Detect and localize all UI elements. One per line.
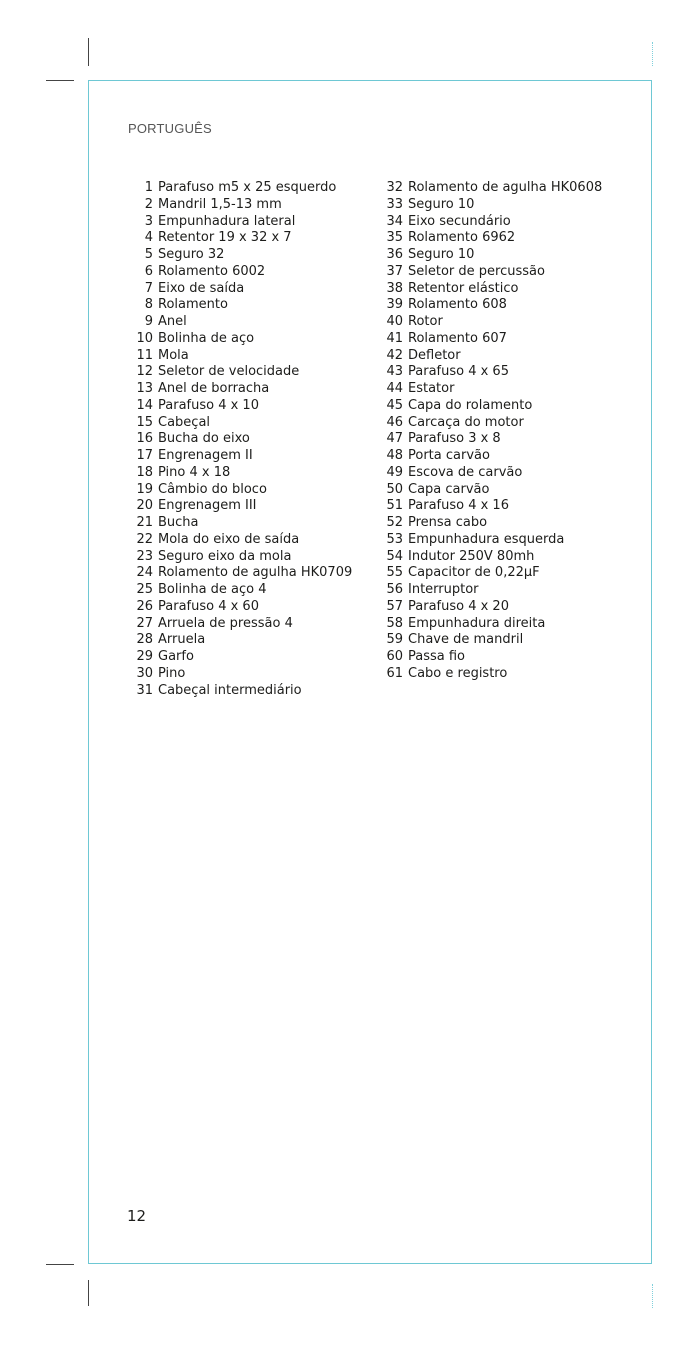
- part-description: Bolinha de aço: [158, 330, 255, 346]
- part-description: Cabo e registro: [408, 665, 508, 681]
- list-item: [124, 297, 352, 314]
- part-description: Mandril 1,5-13 mm: [158, 196, 282, 212]
- list-item: [378, 632, 602, 649]
- part-number: 58: [386, 615, 403, 631]
- list-item: [378, 364, 602, 381]
- list-item: [124, 431, 352, 448]
- part-number: 56: [386, 582, 403, 597]
- part-number: 42: [386, 347, 403, 363]
- part-description: Seguro 10: [408, 247, 475, 262]
- part-description: Capa carvão: [408, 481, 490, 497]
- list-item: [378, 465, 602, 482]
- list-item: [378, 247, 602, 264]
- part-number: 2: [144, 196, 153, 212]
- part-number: 29: [136, 649, 153, 664]
- part-description: Passa fio: [408, 649, 466, 664]
- list-item: [124, 532, 352, 549]
- part-number: 55: [386, 565, 403, 581]
- part-description: Chave de mandril: [408, 632, 524, 648]
- part-description: Engrenagem III: [158, 498, 257, 514]
- list-item: [378, 582, 602, 599]
- part-description: Estator: [408, 381, 455, 396]
- crop-mark-top-vertical: [88, 38, 89, 66]
- part-description: Seguro 32: [158, 247, 225, 262]
- part-number: 35: [386, 230, 403, 246]
- page-number: 12: [127, 1207, 147, 1225]
- list-item: [378, 214, 602, 231]
- part-number: 50: [386, 481, 403, 497]
- list-item: [378, 331, 602, 348]
- part-number: 6: [144, 263, 153, 279]
- list-item: [124, 465, 352, 482]
- crop-mark-bottom-vertical: [88, 1280, 89, 1306]
- part-description: Retentor 19 x 32 x 7: [158, 230, 292, 246]
- list-item: [378, 448, 602, 465]
- part-number: 17: [136, 448, 153, 463]
- part-number: 44: [386, 381, 403, 396]
- part-number: 53: [386, 531, 403, 547]
- part-description: Eixo de saída: [158, 280, 245, 296]
- part-description: Capacitor de 0,22µF: [408, 565, 540, 581]
- part-number: 60: [386, 649, 403, 664]
- part-description: Rolamento 608: [408, 297, 507, 313]
- part-description: Mola do eixo de saída: [158, 531, 300, 547]
- part-description: Parafuso 3 x 8: [408, 431, 501, 447]
- part-description: Interruptor: [408, 582, 479, 597]
- list-item: [378, 565, 602, 582]
- part-description: Prensa cabo: [408, 515, 488, 530]
- list-item: [124, 582, 352, 599]
- part-description: Rolamento de agulha HK0709: [158, 565, 353, 581]
- crop-mark-top-horizontal: [46, 80, 74, 81]
- list-item: [124, 230, 352, 247]
- part-description: Rolamento 6002: [158, 263, 266, 279]
- list-item: [378, 666, 602, 683]
- part-number: 8: [144, 297, 153, 313]
- list-item: [124, 381, 352, 398]
- crop-mark-top-right-dotted: [652, 42, 653, 66]
- part-number: 41: [386, 330, 403, 346]
- list-item: [124, 415, 352, 432]
- part-number: 5: [144, 247, 153, 262]
- list-item: [124, 649, 352, 666]
- part-description: Rotor: [408, 314, 443, 329]
- part-number: 49: [386, 464, 403, 480]
- part-number: 51: [386, 498, 403, 514]
- list-item: [378, 515, 602, 532]
- list-item: [378, 482, 602, 499]
- part-number: 27: [136, 615, 153, 631]
- list-item: [378, 498, 602, 515]
- part-number: 38: [386, 280, 403, 296]
- part-description: Cabeçal intermediário: [158, 682, 302, 698]
- part-number: 36: [386, 247, 403, 262]
- part-description: Arruela: [158, 632, 206, 648]
- part-number: 10: [136, 330, 153, 346]
- part-description: Parafuso 4 x 16: [408, 498, 509, 514]
- list-item: [124, 616, 352, 633]
- part-number: 61: [386, 665, 403, 681]
- list-item: [124, 599, 352, 616]
- part-number: 25: [136, 582, 153, 597]
- list-item: [124, 549, 352, 566]
- list-item: [378, 314, 602, 331]
- part-description: Anel: [158, 314, 187, 329]
- language-header: PORTUGUÊS: [128, 121, 212, 136]
- crop-mark-bottom-horizontal: [46, 1264, 74, 1265]
- part-number: 40: [386, 314, 403, 329]
- part-number: 59: [386, 632, 403, 648]
- list-item: [124, 565, 352, 582]
- list-item: [378, 297, 602, 314]
- list-item: [124, 498, 352, 515]
- part-description: Retentor elástico: [408, 280, 519, 296]
- part-description: Escova de carvão: [408, 464, 523, 480]
- part-number: 32: [386, 180, 403, 195]
- part-description: Anel de borracha: [158, 381, 270, 396]
- part-number: 34: [386, 213, 403, 229]
- part-number: 22: [136, 531, 153, 547]
- part-description: Bucha do eixo: [158, 431, 250, 447]
- part-number: 1: [144, 180, 153, 195]
- part-description: Parafuso 4 x 20: [408, 598, 509, 614]
- part-number: 52: [386, 515, 403, 530]
- list-item: [378, 431, 602, 448]
- part-description: Parafuso 4 x 10: [158, 397, 259, 413]
- part-number: 11: [136, 347, 153, 363]
- part-description: Câmbio do bloco: [158, 481, 267, 497]
- crop-mark-bottom-right-dotted: [652, 1284, 653, 1308]
- part-number: 45: [386, 397, 403, 413]
- part-description: Bolinha de aço 4: [158, 582, 267, 597]
- part-number: 21: [136, 515, 153, 530]
- part-description: Rolamento 607: [408, 330, 507, 346]
- part-number: 18: [136, 464, 153, 480]
- part-description: Parafuso m5 x 25 esquerdo: [158, 180, 337, 195]
- list-item: [378, 415, 602, 432]
- list-item: [124, 515, 352, 532]
- list-item: [378, 532, 602, 549]
- list-item: [124, 331, 352, 348]
- part-description: Seguro eixo da mola: [158, 548, 292, 564]
- part-description: Rolamento de agulha HK0608: [408, 180, 603, 195]
- list-item: [378, 616, 602, 633]
- part-number: 24: [136, 565, 153, 581]
- part-number: 31: [136, 682, 153, 698]
- list-item: [378, 281, 602, 298]
- part-description: Empunhadura direita: [408, 615, 546, 631]
- part-number: 33: [386, 196, 403, 212]
- list-item: [378, 230, 602, 247]
- list-item: [378, 599, 602, 616]
- part-number: 28: [136, 632, 153, 648]
- part-number: 30: [136, 665, 153, 681]
- parts-list-left: [124, 180, 352, 699]
- list-item: [124, 666, 352, 683]
- list-item: [124, 197, 352, 214]
- part-description: Seletor de velocidade: [158, 364, 300, 380]
- part-number: 12: [136, 364, 153, 380]
- part-description: Empunhadura lateral: [158, 213, 296, 229]
- part-description: Parafuso 4 x 65: [408, 364, 509, 380]
- list-item: [124, 214, 352, 231]
- part-description: Eixo secundário: [408, 213, 511, 229]
- part-number: 16: [136, 431, 153, 447]
- part-description: Arruela de pressão 4: [158, 615, 293, 631]
- part-description: Mola: [158, 347, 189, 363]
- list-item: [124, 683, 352, 700]
- part-number: 7: [144, 280, 153, 296]
- part-number: 48: [386, 448, 403, 463]
- part-number: 23: [136, 548, 153, 564]
- part-description: Garfo: [158, 649, 194, 664]
- part-description: Parafuso 4 x 60: [158, 598, 259, 614]
- part-number: 14: [136, 397, 153, 413]
- list-item: [124, 398, 352, 415]
- part-number: 13: [136, 381, 153, 396]
- part-description: Empunhadura esquerda: [408, 531, 565, 547]
- part-description: Pino: [158, 665, 186, 681]
- list-item: [124, 364, 352, 381]
- part-number: 3: [144, 213, 153, 229]
- list-item: [378, 398, 602, 415]
- part-number: 46: [386, 414, 403, 430]
- part-description: Carcaça do motor: [408, 414, 524, 430]
- part-number: 43: [386, 364, 403, 380]
- part-number: 39: [386, 297, 403, 313]
- part-number: 37: [386, 263, 403, 279]
- part-description: Porta carvão: [408, 448, 490, 463]
- list-item: [378, 264, 602, 281]
- list-item: [378, 381, 602, 398]
- list-item: [124, 632, 352, 649]
- part-number: 4: [144, 230, 153, 246]
- part-description: Defletor: [408, 347, 461, 363]
- list-item: [124, 448, 352, 465]
- part-number: 20: [136, 498, 153, 514]
- part-description: Pino 4 x 18: [158, 464, 231, 480]
- list-item: [378, 549, 602, 566]
- part-description: Indutor 250V 80mh: [408, 548, 535, 564]
- part-number: 15: [136, 414, 153, 430]
- part-number: 54: [386, 548, 403, 564]
- part-description: Capa do rolamento: [408, 397, 533, 413]
- part-number: 47: [386, 431, 403, 447]
- list-item: [124, 281, 352, 298]
- part-description: Rolamento 6962: [408, 230, 516, 246]
- part-number: 9: [144, 314, 153, 329]
- part-description: Bucha: [158, 515, 199, 530]
- part-number: 19: [136, 481, 153, 497]
- part-description: Engrenagem II: [158, 448, 253, 463]
- part-description: Seletor de percussão: [408, 263, 545, 279]
- part-description: Seguro 10: [408, 196, 475, 212]
- part-number: 26: [136, 598, 153, 614]
- list-item: [124, 247, 352, 264]
- list-item: [124, 314, 352, 331]
- list-item: [124, 180, 352, 197]
- list-item: [124, 264, 352, 281]
- part-description: Rolamento: [158, 297, 228, 313]
- parts-list-right: [378, 180, 602, 683]
- part-description: Cabeçal: [158, 414, 211, 430]
- list-item: [378, 197, 602, 214]
- list-item: [124, 482, 352, 499]
- list-item: [124, 348, 352, 365]
- part-number: 57: [386, 598, 403, 614]
- list-item: [378, 180, 602, 197]
- list-item: [378, 649, 602, 666]
- list-item: [378, 348, 602, 365]
